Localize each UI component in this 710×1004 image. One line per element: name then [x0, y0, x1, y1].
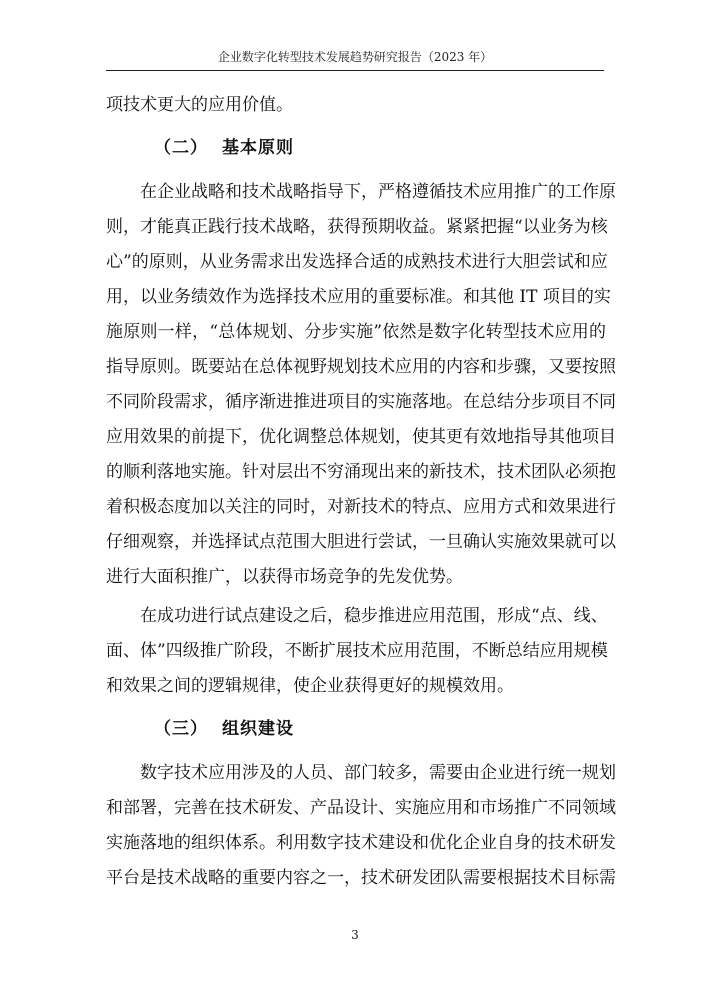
paragraph	[106, 599, 606, 704]
section-number: （三）	[154, 719, 208, 739]
text-line: 项技术更大的应用价值。	[106, 95, 293, 115]
text-line: 实施落地的组织体系。利用数字技术建设和优化企业自身的技术研发	[106, 833, 616, 853]
text-line: 不同阶段需求，循序渐进推进项目的实施落地。在总结分步项目不同	[106, 392, 616, 412]
section-number: （二）	[154, 138, 208, 158]
text-line: 和效果之间的逻辑规律，使企业获得更好的规模效用。	[106, 676, 514, 696]
text-line: 施原则一样，“总体规划、分步实施”依然是数字化转型技术应用的	[106, 322, 606, 342]
text-line: 在成功进行试点建设之后，稳步推进应用范围，形成“点、线、	[140, 606, 608, 626]
text-line: 用，以业务绩效作为选择技术应用的重要标准。和其他 IT 项目的实	[106, 287, 611, 307]
paragraph	[106, 88, 606, 123]
page-number: 3	[351, 928, 359, 942]
text-line: 平台是技术战略的重要内容之一，技术研发团队需要根据技术目标需	[106, 868, 616, 888]
text-line: 的顺利落地实施。针对层出不穷涌现出来的新技术，技术团队必须抱	[106, 462, 616, 482]
text-line: 面、体”四级推广阶段，不断扩展技术应用范围，不断总结应用规模	[106, 641, 608, 661]
paragraph	[106, 756, 616, 896]
text-line: 着积极态度加以关注的同时，对新技术的特点、应用方式和效果进行	[106, 497, 616, 517]
text-line: 指导原则。既要站在总体视野规划技术应用的内容和步骤，又要按照	[106, 357, 616, 377]
text-line: 心”的原则，从业务需求出发选择合适的成熟技术进行大胆尝试和应	[106, 252, 608, 272]
section-title: 基本原则	[222, 138, 294, 158]
text-line: 进行大面积推广，以获得市场竞争的先发优势。	[106, 567, 463, 587]
text-line: 则，才能真正践行技术战略，获得预期收益。紧紧把握“以业务为核	[106, 217, 608, 237]
text-line: 和部署，完善在技术研发、产品设计、实施应用和市场推广不同领域	[106, 798, 616, 818]
text-line: 在企业战略和技术战略指导下，严格遵循技术应用推广的工作原	[140, 182, 616, 202]
section-heading	[106, 704, 606, 754]
page-body	[106, 86, 616, 896]
running-header: 企业数字化转型技术发展趋势研究报告（2023 年）	[106, 46, 604, 71]
text-line: 应用效果的前提下，优化调整总体规划，使其更有效地指导其他项目	[106, 427, 616, 447]
text-line: 仔细观察，并选择试点范围大胆进行尝试，一旦确认实施效果就可以	[106, 532, 616, 552]
section-title: 组织建设	[222, 719, 294, 739]
text-line: 数字技术应用涉及的人员、部门较多，需要由企业进行统一规划	[140, 763, 616, 783]
paragraph	[106, 175, 616, 595]
section-heading	[106, 123, 606, 173]
